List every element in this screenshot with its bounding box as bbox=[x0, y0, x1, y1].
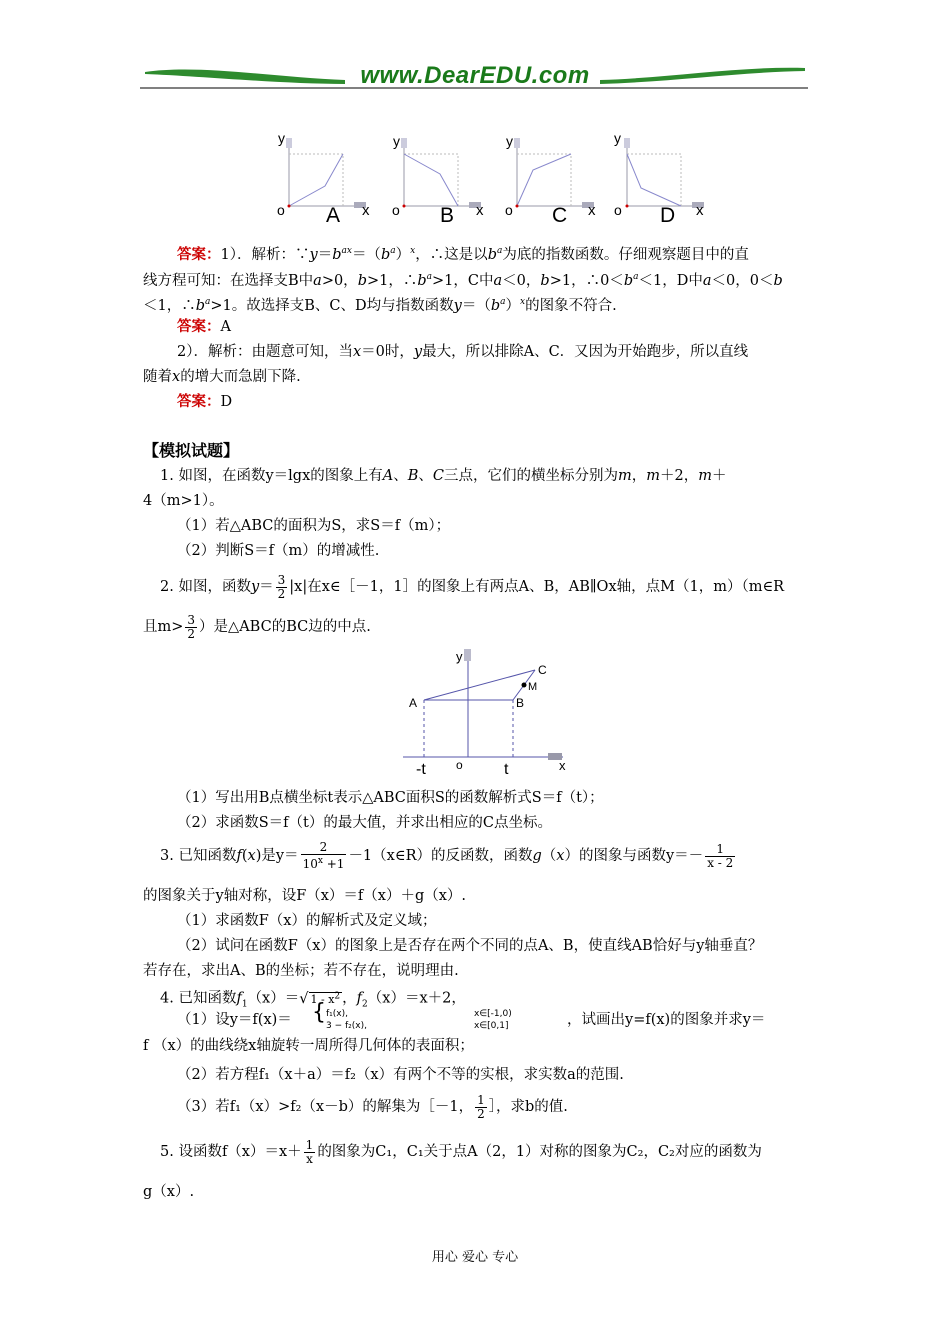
q2-sub-1: （1）写出用B点横坐标t表示△ABC面积S的函数解析式S＝f（t）； bbox=[177, 790, 604, 806]
q1-sub-2: （2）判断S＝f（m）的增减性. bbox=[177, 543, 380, 559]
q5-line-2: g（x）. bbox=[143, 1184, 195, 1200]
graph-d-o: o bbox=[614, 202, 622, 218]
case-1-d: x∈[-1,0) bbox=[474, 1009, 512, 1019]
q2-diagram-c: C bbox=[538, 663, 547, 677]
header-brand: www.DearEDU.com bbox=[360, 62, 590, 89]
graph-d-label: D bbox=[660, 204, 676, 227]
q1-sub-1: （1）若△ABC的面积为S，求S＝f（m）； bbox=[177, 518, 451, 534]
q2-diagram-m: M bbox=[528, 681, 538, 693]
graph-b-label: B bbox=[440, 204, 455, 227]
q2-diagram-o: o bbox=[456, 758, 463, 772]
q4-line-1: 4. 已知函数$f_1(x)=√$ $1 - x^2$ ，$f_2(x)=x+2$， bbox=[160, 990, 466, 1010]
q2-diagram bbox=[398, 645, 573, 780]
graph-b-x: x bbox=[476, 202, 484, 219]
graph-a-label: A bbox=[326, 204, 341, 227]
q2-fraction: $\frac{3}{2}$ bbox=[277, 572, 286, 601]
graph-a-x: x bbox=[362, 202, 370, 219]
q2-sub-2: （2）求函数S＝f（t）的最大值，并求出相应的C点坐标。 bbox=[177, 815, 552, 831]
q3-line-1: 3. 已知函数f(x)是y＝ $\frac{2}{10^x +1}$ －1（x∈R）的反函数，函数g（x）的图象与函数y＝－ $\frac{1}{x - 2}$ bbox=[160, 840, 734, 871]
graph-d-x: x bbox=[696, 202, 704, 219]
graph-a bbox=[270, 130, 370, 230]
q2-diagram-y: y bbox=[456, 649, 463, 664]
case-1-f: f₁(x), bbox=[326, 1009, 348, 1019]
graph-c-o: o bbox=[505, 202, 513, 218]
graph-a-o: o bbox=[277, 202, 285, 218]
q3-fraction-1: $\frac{2}{10^x +1}$ bbox=[302, 840, 345, 871]
q2-line-1: 2. 如图，函数y＝ $\frac{3}{2}$ |x|在x∈［－1，1］的图象上有两点A、B，AB∥Ox轴，点M（1，m）（m∈R bbox=[160, 572, 785, 601]
q4-piecewise: { f₁(x), x∈[-1,0) 3 − f₂(x), x∈[0,1] bbox=[312, 1000, 512, 1031]
case-2-f: 3 − f₂(x), bbox=[326, 1021, 367, 1031]
answer-graphs bbox=[270, 130, 720, 230]
q4-sub-3: （3）若f₁（x）>f₂（x－b）的解集为［－1， $\frac{1}{2}$ ］，求b的值. bbox=[177, 1092, 568, 1121]
graph-c bbox=[498, 130, 598, 230]
graph-b-y: y bbox=[393, 133, 400, 149]
q2-diagram-b: B bbox=[516, 696, 525, 710]
q3-sub-1: （1）求函数F（x）的解析式及定义域； bbox=[177, 913, 437, 929]
q2-diagram-t: t bbox=[504, 761, 509, 778]
answer-line-3: ＜1，$\therefore b^a>1$。故选择支B、C、D均与指数函数$y=(b^a)^x$的图象不符合. bbox=[143, 297, 617, 314]
answer-line-5: 随着x的增大而急剧下降. bbox=[143, 369, 301, 385]
answer-line-2: 线方程可知：在选择支B中a>0，b>1，$\therefore b^a>1$，C中a＜0，b>1，$\therefore 0<b^a<1$，D中a＜0，0＜b bbox=[143, 272, 783, 289]
q1-line-1: 1. 如图，在函数y＝lgx的图象上有A、B、C三点，它们的横坐标分别为m，m＋2，m＋ bbox=[160, 468, 727, 484]
case-2-d: x∈[0,1] bbox=[474, 1021, 509, 1031]
graph-a-y: y bbox=[278, 130, 285, 146]
graph-b-o: o bbox=[392, 202, 400, 218]
answer-line-1: 答案：1）．解析：$\because y=b^{ax}=(b^a)^x$，∴这是以$b^a$为底的指数函数。仔细观察题目中的直 bbox=[177, 245, 749, 263]
q4-sub-2: （2）若方程f₁（x＋a）＝f₂（x）有两个不等的实根，求实数a的范围. bbox=[177, 1067, 624, 1083]
answer-1: 答案：A bbox=[177, 318, 231, 335]
q2-diagram-neg-t: -t bbox=[416, 761, 426, 778]
q5-fraction: $\frac{1}{x}$ bbox=[305, 1137, 314, 1166]
q3-sub-2-line-1: （2）试问在函数F（x）的图象上是否存在两个不同的点A、B，使直线AB恰好与y轴垂直？ bbox=[177, 938, 763, 954]
q1-line-2: 4（m>1）。 bbox=[143, 493, 224, 509]
section-title: 【模拟试题】 bbox=[143, 441, 240, 460]
q4-half: $\frac{1}{2}$ bbox=[477, 1092, 485, 1121]
graph-d bbox=[608, 130, 708, 230]
graph-d-y: y bbox=[614, 130, 621, 146]
graph-c-label: C bbox=[552, 204, 568, 227]
q4-sqrt: √ $1 - x^2$ bbox=[299, 990, 341, 1007]
q4-sub-1-line-2: f （x）的曲线绕x轴旋转一周所得几何体的表面积； bbox=[143, 1038, 474, 1054]
graph-b bbox=[385, 130, 485, 230]
q2-diagram-x: x bbox=[559, 758, 566, 773]
q3-line-2: 的图象关于y轴对称，设F（x）＝f（x）＋g（x）. bbox=[143, 888, 467, 904]
answer-line-4: 2）．解析：由题意可知，当x＝0时，y最大，所以排除A、C．又因为开始跑步，所以直线 bbox=[177, 344, 749, 360]
q5-line-1: 5. 设函数f（x）＝x＋ $\frac{1}{x}$ 的图象为C₁，C₁关于点A（2，1）对称的图象为C₂，C₂对应的函数为 bbox=[160, 1137, 762, 1166]
q4-sub-1-tail: ，试画出y=f(x)的图象并求y＝ bbox=[567, 1012, 766, 1028]
footer: 用心 爱心 专心 bbox=[431, 1250, 519, 1265]
q2-fraction-2: $\frac{3}{2}$ bbox=[187, 612, 196, 641]
graph-c-x: x bbox=[588, 202, 596, 219]
answer-2: 答案：D bbox=[177, 393, 233, 410]
q3-sub-2-line-2: 若存在，求出A、B的坐标；若不存在，说明理由. bbox=[143, 963, 459, 979]
q3-fraction-2: $\frac{1}{x - 2}$ bbox=[707, 841, 734, 870]
header-banner bbox=[140, 60, 810, 94]
q4-sub-1: （1）设y＝f(x)＝ bbox=[177, 1012, 292, 1028]
q2-diagram-a: A bbox=[409, 696, 418, 710]
graph-c-y: y bbox=[506, 133, 513, 149]
q2-line-2: 且m> $\frac{3}{2}$ ）是△ABC的BC边的中点. bbox=[143, 612, 371, 641]
